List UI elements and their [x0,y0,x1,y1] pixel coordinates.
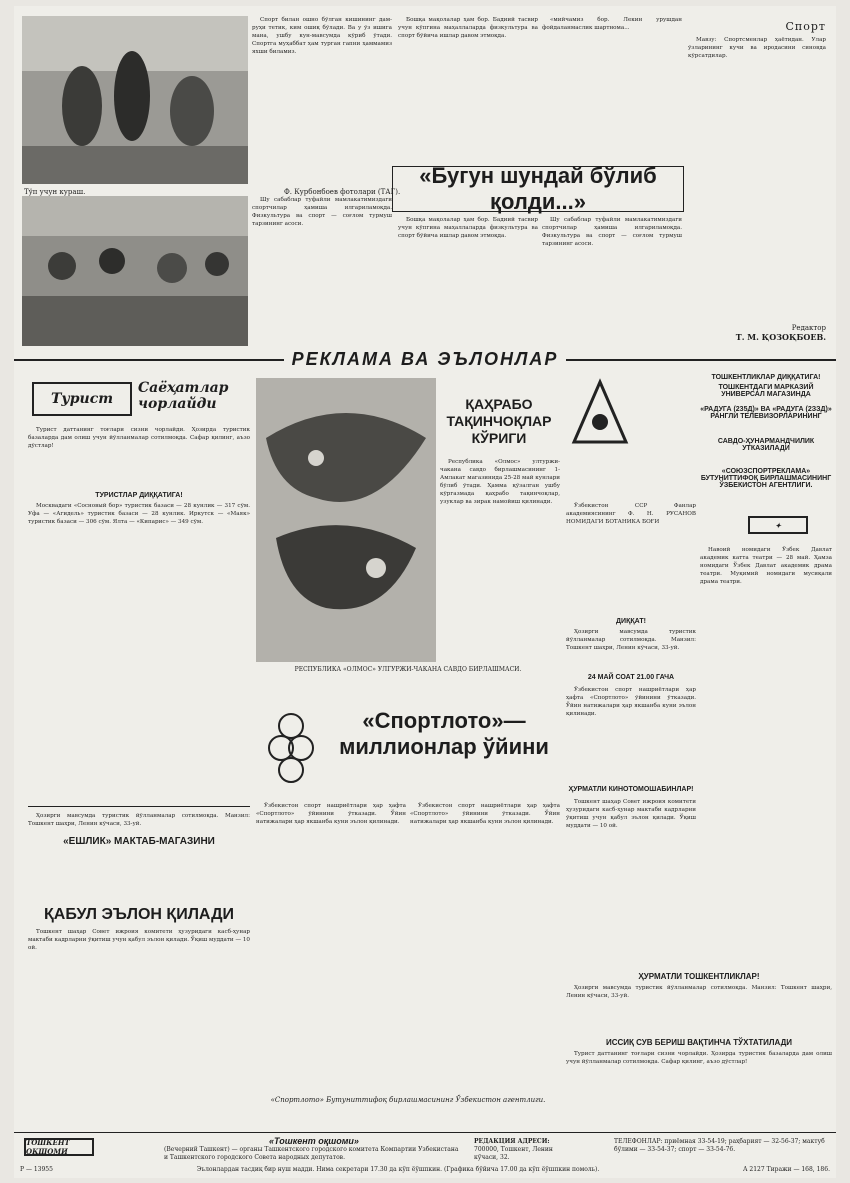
shop-body: Тошкент шаҳар Совет ижроия комитети ҳузуридаги касб-ҳунар мактаби кадрларни ўқитиш учун қабул эълон қилади. Ўқиш муддати — 10 ой. [28,929,250,952]
right-head-4: САВДО-ҲУНАРМАНДЧИЛИК УТКАЗИЛАДИ [717,438,815,452]
jewelry-footer: РЕСПУБЛИКА «ОЛМОС» УЛГУРЖИ-ЧАКАНА САВДО БИРЛАШМАСИ. [294,666,522,673]
shop-title: ҚАБУЛ ЭЪЛОН ҚИЛАДИ [44,906,234,923]
cinema-heading: ҲУРМАТЛИ КИНОТОМОШАБИНЛАР! [568,786,694,793]
publication-title: «Тошкент оқшоми» [269,1136,359,1146]
attention-heading: ДИҚҚАТ! [616,618,646,625]
ads-rule-right [566,359,836,361]
attention-body: Ҳозирги мавсумда туристик йўлланмалар сотилмоқда. Манзил: Тошкент шаҳри, Ленин кўчаси, 33-уй. [566,629,696,652]
tourist-body: Турист даттанинг тоғлари сизни чорлайди. Ҳозирда туристик базаларда дам олиш учун йўлланмалар сотилмоқда. Сафар қилинг, аъзо дўстлар! [28,427,250,450]
botanical-intro: Ўзбекистон ССР Фанлар академиясининг Ф. Н. РУСАНОВ НОМИДАГИ БОТАНИКА БОҒИ [566,503,696,526]
article-col-3: «мийчамиз бор. Лекин урушдан фойдаланмаслик шартнома... [542,17,682,32]
print-number: Р — 13955 [20,1166,53,1173]
sportloto-footer: «Спортлото» Бутуниттифоқ бирлашмасининг Ўзбекистон агентлиги. [270,1096,546,1104]
sportloto-title: «Спортлото»— миллионлар ўйини [339,708,549,759]
bottom-strip [14,1166,836,1173]
date-heading: 24 МАЙ СОАТ 21.00 ГАЧА [587,674,675,681]
editorial-phones: ТЕЛЕФОНЛАР: приёмная 33-54-19; раҳбарият — 32-56-37; мактуб бўлими — 33-54-37; спорт — 33-54-76. [614,1138,825,1153]
sportloto-body-2: Ўзбекистон спорт нашриётлари ҳар ҳафта «Спортлото» ўйинини ўтказади. Ўйин натижалари ҳар якшанба куни эълон қилинади. [410,803,560,826]
right-head-2: ТОШКЕНТДАГИ МАРКАЗИЙ УНИВЕРСАЛ МАГАЗИНДА [718,384,814,398]
middle-body: Ўзбекистон спорт нашриётлари ҳар ҳафта «Спортлото» ўйинини ўтказади. Ўйин натижалари ҳар якшанба куни эълон қилинади. [566,687,696,718]
divider [28,806,250,807]
tourist-list: Москвадаги «Сосновый бор» туристик базаси — 28 кунлик — 317 сўм. Уфа — «Агидель» туристик базаси — 28 кунлик. Иркутск — «Маяк» туристик базаси — 306 сўм. Ялта — «Кипарис» — 349 сўм. [28,503,250,526]
sportloto-emblem [256,706,326,796]
jewelry-photo [256,378,436,662]
publication-info: (Вечерний Ташкент) — органы Ташкентского городского комитета Компартии Узбекистана и Ташкентского городского Совета народных депутатов. [164,1146,459,1161]
article-col-lower-1: Шу сабаблар туфайли мамлакатимиздаги спортчилар ҳамиша илгариламоқда. Физкультура ва спорт — соғлом турмуш тарзининг асоси. [252,197,392,228]
article-col-lower-2: Бошқа мақолалар ҳам бор. Бадиий тасвир учун кўпгина маҳаллаларда физкультура ва спорт бўйича ишлар давом этмоқда. [398,217,538,240]
article-col-1: Спорт билан ошно бўлган кишининг дам-руҳи тетик, ким ошиқ бўлади. Ва у ўз ишига мана, ушбу кун-мавсумда кўриб ўтади. Спортга муҳаббат ҳам турган гапни ҳаммамиз яхши биламиз. [252,17,392,56]
sport-agency: «СОЮЗСПОРТРЕКЛАМА» БУТУНИТТИФОҚ БИРЛАШМАСИНИНГ ЎЗБЕКИСТОН АГЕНТЛИГИ. [700,468,832,489]
photo-credit: Ф. Курбонбоев фотолари (ТАГ). [284,188,401,196]
editorial-label: РЕДАКЦИЯ АДРЕСИ: [474,1138,550,1145]
tourist-list-heading: ТУРИСТЛАР ДИҚҚАТИГА! [95,492,183,499]
editorial-address: 700000, Тошкент, Ленин кўчаси, 32. [474,1146,553,1161]
photo-football [22,16,248,184]
deadline-note: Эълонлардан тасдиқ бир нуш мадди. Нима секретари 17.30 да кўп ёўшпкин. (Графика бўйича 17.00 да кўп ёўшпкин помоль). [196,1166,600,1173]
article-headline: «Бугун шундай бўлиб қолди...» [392,166,684,212]
hot-water-heading: ИССИҚ СУВ БЕРИШ ВАҚТИНЧА ТЎХТАТИЛАДИ [605,1038,793,1047]
hot-water-body: Турист даттанинг тоғлари сизни чорлайди. Ҳозирда туристик базаларда дам олиш учун йўлланмалар сотилмоқда. Сафар қилинг, аъзо дўстлар! [566,1051,832,1066]
jewelry-title: ҚАҲРАБО ТАҚИНЧОҚЛАР КЎРИГИ [446,396,552,446]
ads-banner: РЕКЛАМА ВА ЭЪЛОНЛАР [291,348,559,369]
tashkent-body: Ҳозирги мавсумда туристик йўлланмалар сотилмоқда. Манзил: Тошкент шаҳри, Ленин кўчаси, 33-уй. [566,985,832,1000]
article-col-lower-3: Шу сабаблар туфайли мамлакатимиздаги спортчилар ҳамиша илгариламоқда. Физкультура ва спорт — соғлом турмуш тарзининг асоси. [542,217,682,248]
article-col-4: Мавзу: Спортсменлар ҳаётидан. Улар ўзларининг кучи ва иродасини синовда кўрсатдилар. [688,37,826,60]
sportloto-body-1: Ўзбекистон спорт нашриётлари ҳар ҳафта «Спортлото» ўйинини ўтказади. Ўйин натижалари ҳар якшанба куни эълон қилинади. [256,803,406,826]
agency-logo: ✦ [748,516,808,534]
newspaper-page [14,6,836,1178]
cinema-body: Тошкент шаҳар Совет ижроия комитети ҳузуридаги касб-ҳунар мактаби кадрларни ўқитиш учун қабул эълон қилади. Ўқиш муддати — 10 ой. [566,799,696,830]
tourist-logo: Турист [32,382,132,416]
right-head-1: ТОШКЕНТЛИКЛАР ДИҚҚАТИГА! [711,374,821,381]
photo-crowd [22,196,248,346]
editor-credit: Редактор Т. М. ҚОЗОҚБОЕВ. [735,324,826,342]
footer-rule [14,1132,836,1133]
tashkent-heading: ҲУРМАТЛИ ТОШКЕНТЛИКЛАР! [638,972,760,981]
section-title: Спорт [785,20,826,33]
circulation: А 2127 Тиражи — 168, 186. [742,1166,830,1173]
tourist-title: Саёҳатлар чорлайди [138,380,229,412]
photo-caption-top: Тўп учун кураш. [24,188,86,196]
shop-intro: Ҳозирги мавсумда туристик йўлланмалар сотилмоқда. Манзил: Тошкент шаҳри, Ленин кўчаси, 33-уй. [28,813,250,828]
right-head-3: «РАДУГА (235Д)» ВА «РАДУГА (2ЗЗД)» РАНГЛИ ТЕЛЕВИЗОРЛАРИНИНГ [700,406,832,420]
triangle-logo [570,378,630,448]
jewelry-body: Республика «Олмос» ултуржи-чакана савдо бирлашмасининг 1-Амлакат магазинида 25-28 май кунлари бўлиб ўтади. Ҳамма қўзалган ушбу кўргазмада қаҳрабо тақинчоқлар, узуклар ва зирак намойиш қилинади. [440,459,560,506]
theatre-listing: Навоий номидаги Ўзбек Давлат академик катта театри — 28 май. Ҳамза номидаги Ўзбек Давлат академик драма театри. Муқимий номидаги мусиқали драма театри. [700,547,832,586]
publication-logo: ТОШКЕНТ ОҚШОМИ [24,1138,94,1156]
article-col-2: Бошқа мақолалар ҳам бор. Бадиий тасвир учун кўпгина маҳаллаларда физкультура ва спорт бўйича ишлар давом этмоқда. [398,17,538,40]
shop-name: «ЕШЛИК» МАКТАБ-МАГАЗИНИ [63,836,215,847]
